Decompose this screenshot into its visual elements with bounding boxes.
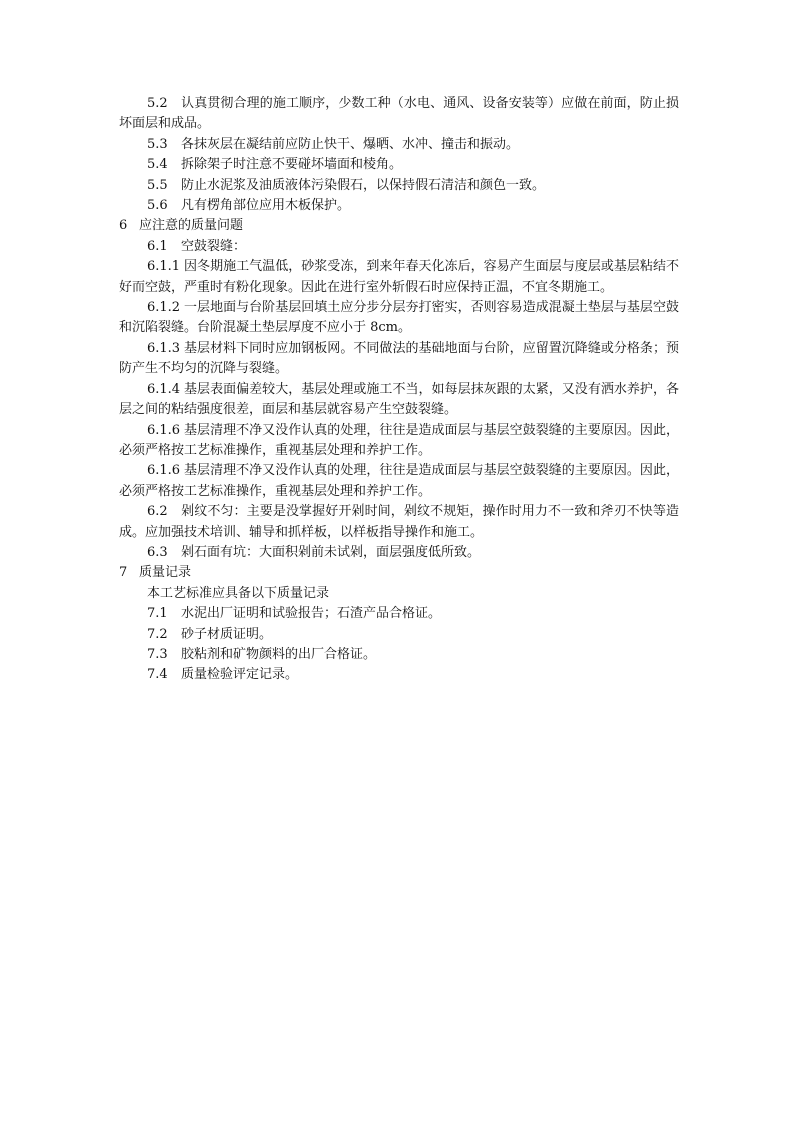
clause-number: 6.1.1 [147,259,181,275]
clause-number: 6.3 [147,544,168,560]
clause-6-2 [119,502,679,543]
clause-text: 空鼓裂缝： [181,238,247,254]
clause-text: 基层清理不净又没作认真的处理，往往是造成面层与基层空鼓裂缝的主要原因。因此，必须严格按工艺标准操作，重视基层处理和养护工作。 [119,463,679,499]
clause-text: 基层表面偏差较大，基层处理或施工不当，如每层抹灰跟的太紧，又没有洒水养护，各层之间的粘结强度很差，面层和基层就容易产生空鼓裂缝。 [119,381,679,418]
clause-number: 7.4 [147,667,168,683]
clause-text: 剁纹不匀：主要是没掌握好开剁时间，剁纹不规矩，操作时用力不一致和斧刃不快等造成。应加强技术培训、辅导和抓样板，以样板指导操作和施工。 [119,504,679,540]
clause-text: 一层地面与台阶基层回填土应分步分层夯打密实，否则容易造成混凝土垫层与基层空鼓和沉陷裂缝。台阶混凝土垫层厚度不应小于 8cm。 [119,300,679,336]
section-title: 应注意的质量问题 [139,218,244,234]
clause-number: 5.5 [147,177,168,193]
clause-number: 6.1.3 [147,340,181,356]
section-number: 7 [119,565,128,581]
clause-number: 7.3 [147,646,168,662]
clause-text: 凡有楞角部位应用木板保护。 [181,198,351,214]
clause-text: 基层材料下同时应加钢板网。不同做法的基础地面与台阶，应留置沉降缝或分格条；预防产生不均匀的沉降与裂缝。 [119,340,679,377]
clause-text: 剁石面有坑：大面积剁前未试剁，面层强度低所致。 [181,544,481,560]
clause-text: 各抹灰层在凝结前应防止快干、爆晒、水冲、撞击和振动。 [181,136,520,152]
clause-6-1-2 [119,298,679,339]
clause-6-1-6-repeat [119,461,679,502]
section-title: 质量记录 [139,565,192,581]
clause-7-1 [119,604,679,624]
clause-7-3 [119,645,679,665]
clause-text: 因冬期施工气温低，砂浆受冻，到来年春天化冻后，容易产生面层与度层或基层粘结不好而空鼓，严重时有粉化现象。因此在进行室外斩假石时应保持正温，不宜冬期施工。 [119,259,679,295]
clause-number: 6.1.4 [147,381,181,397]
clause-5-6 [119,196,679,216]
clause-6-3 [119,543,679,563]
clause-5-5 [119,176,679,196]
clause-number: 5.4 [147,157,168,173]
clause-number: 6.1.6 [147,422,181,438]
clause-number: 6.2 [147,504,168,520]
clause-number: 7.1 [147,606,168,622]
clause-text: 认真贯彻合理的施工顺序，少数工种（水电、通风、设备安装等）应做在前面，防止损坏面层和成品。 [119,96,679,132]
clause-number: 5.2 [147,96,168,111]
section-heading-6 [119,216,679,236]
clause-5-4 [119,155,679,175]
clause-number: 6.1 [147,238,168,254]
section-heading-7 [119,563,679,583]
clause-number: 6.1.2 [147,300,181,316]
section-number: 6 [119,218,128,234]
clause-number: 5.3 [147,136,168,152]
clause-5-2 [119,94,679,135]
clause-7-2 [119,625,679,645]
clause-text: 胶粘剂和矿物颜料的出厂合格证。 [181,646,377,662]
clause-6-1-3 [119,339,679,380]
clause-text: 水泥出厂证明和试验报告；石渣产品合格证。 [181,606,442,622]
section-7-intro [119,584,679,604]
document-body [119,94,679,686]
clause-number: 6.1.6 [147,463,181,479]
clause-number: 7.2 [147,626,168,642]
clause-6-1 [119,237,679,257]
clause-6-1-6 [119,421,679,462]
clause-text: 防止水泥浆及油质液体污染假石，以保持假石清洁和颜色一致。 [181,177,546,193]
clause-text: 砂子材质证明。 [181,626,273,642]
clause-6-1-1 [119,257,679,298]
intro-text: 本工艺标准应具备以下质量记录 [147,585,330,601]
clause-text: 拆除架子时注意不要碰坏墙面和棱角。 [181,157,403,173]
clause-6-1-4 [119,380,679,421]
clause-text: 质量检验评定记录。 [181,667,299,683]
clause-text: 基层清理不净又没作认真的处理，往往是造成面层与基层空鼓裂缝的主要原因。因此，必须严格按工艺标准操作，重视基层处理和养护工作。 [119,422,679,458]
clause-number: 5.6 [147,198,168,214]
clause-7-4 [119,665,679,685]
clause-5-3 [119,135,679,155]
